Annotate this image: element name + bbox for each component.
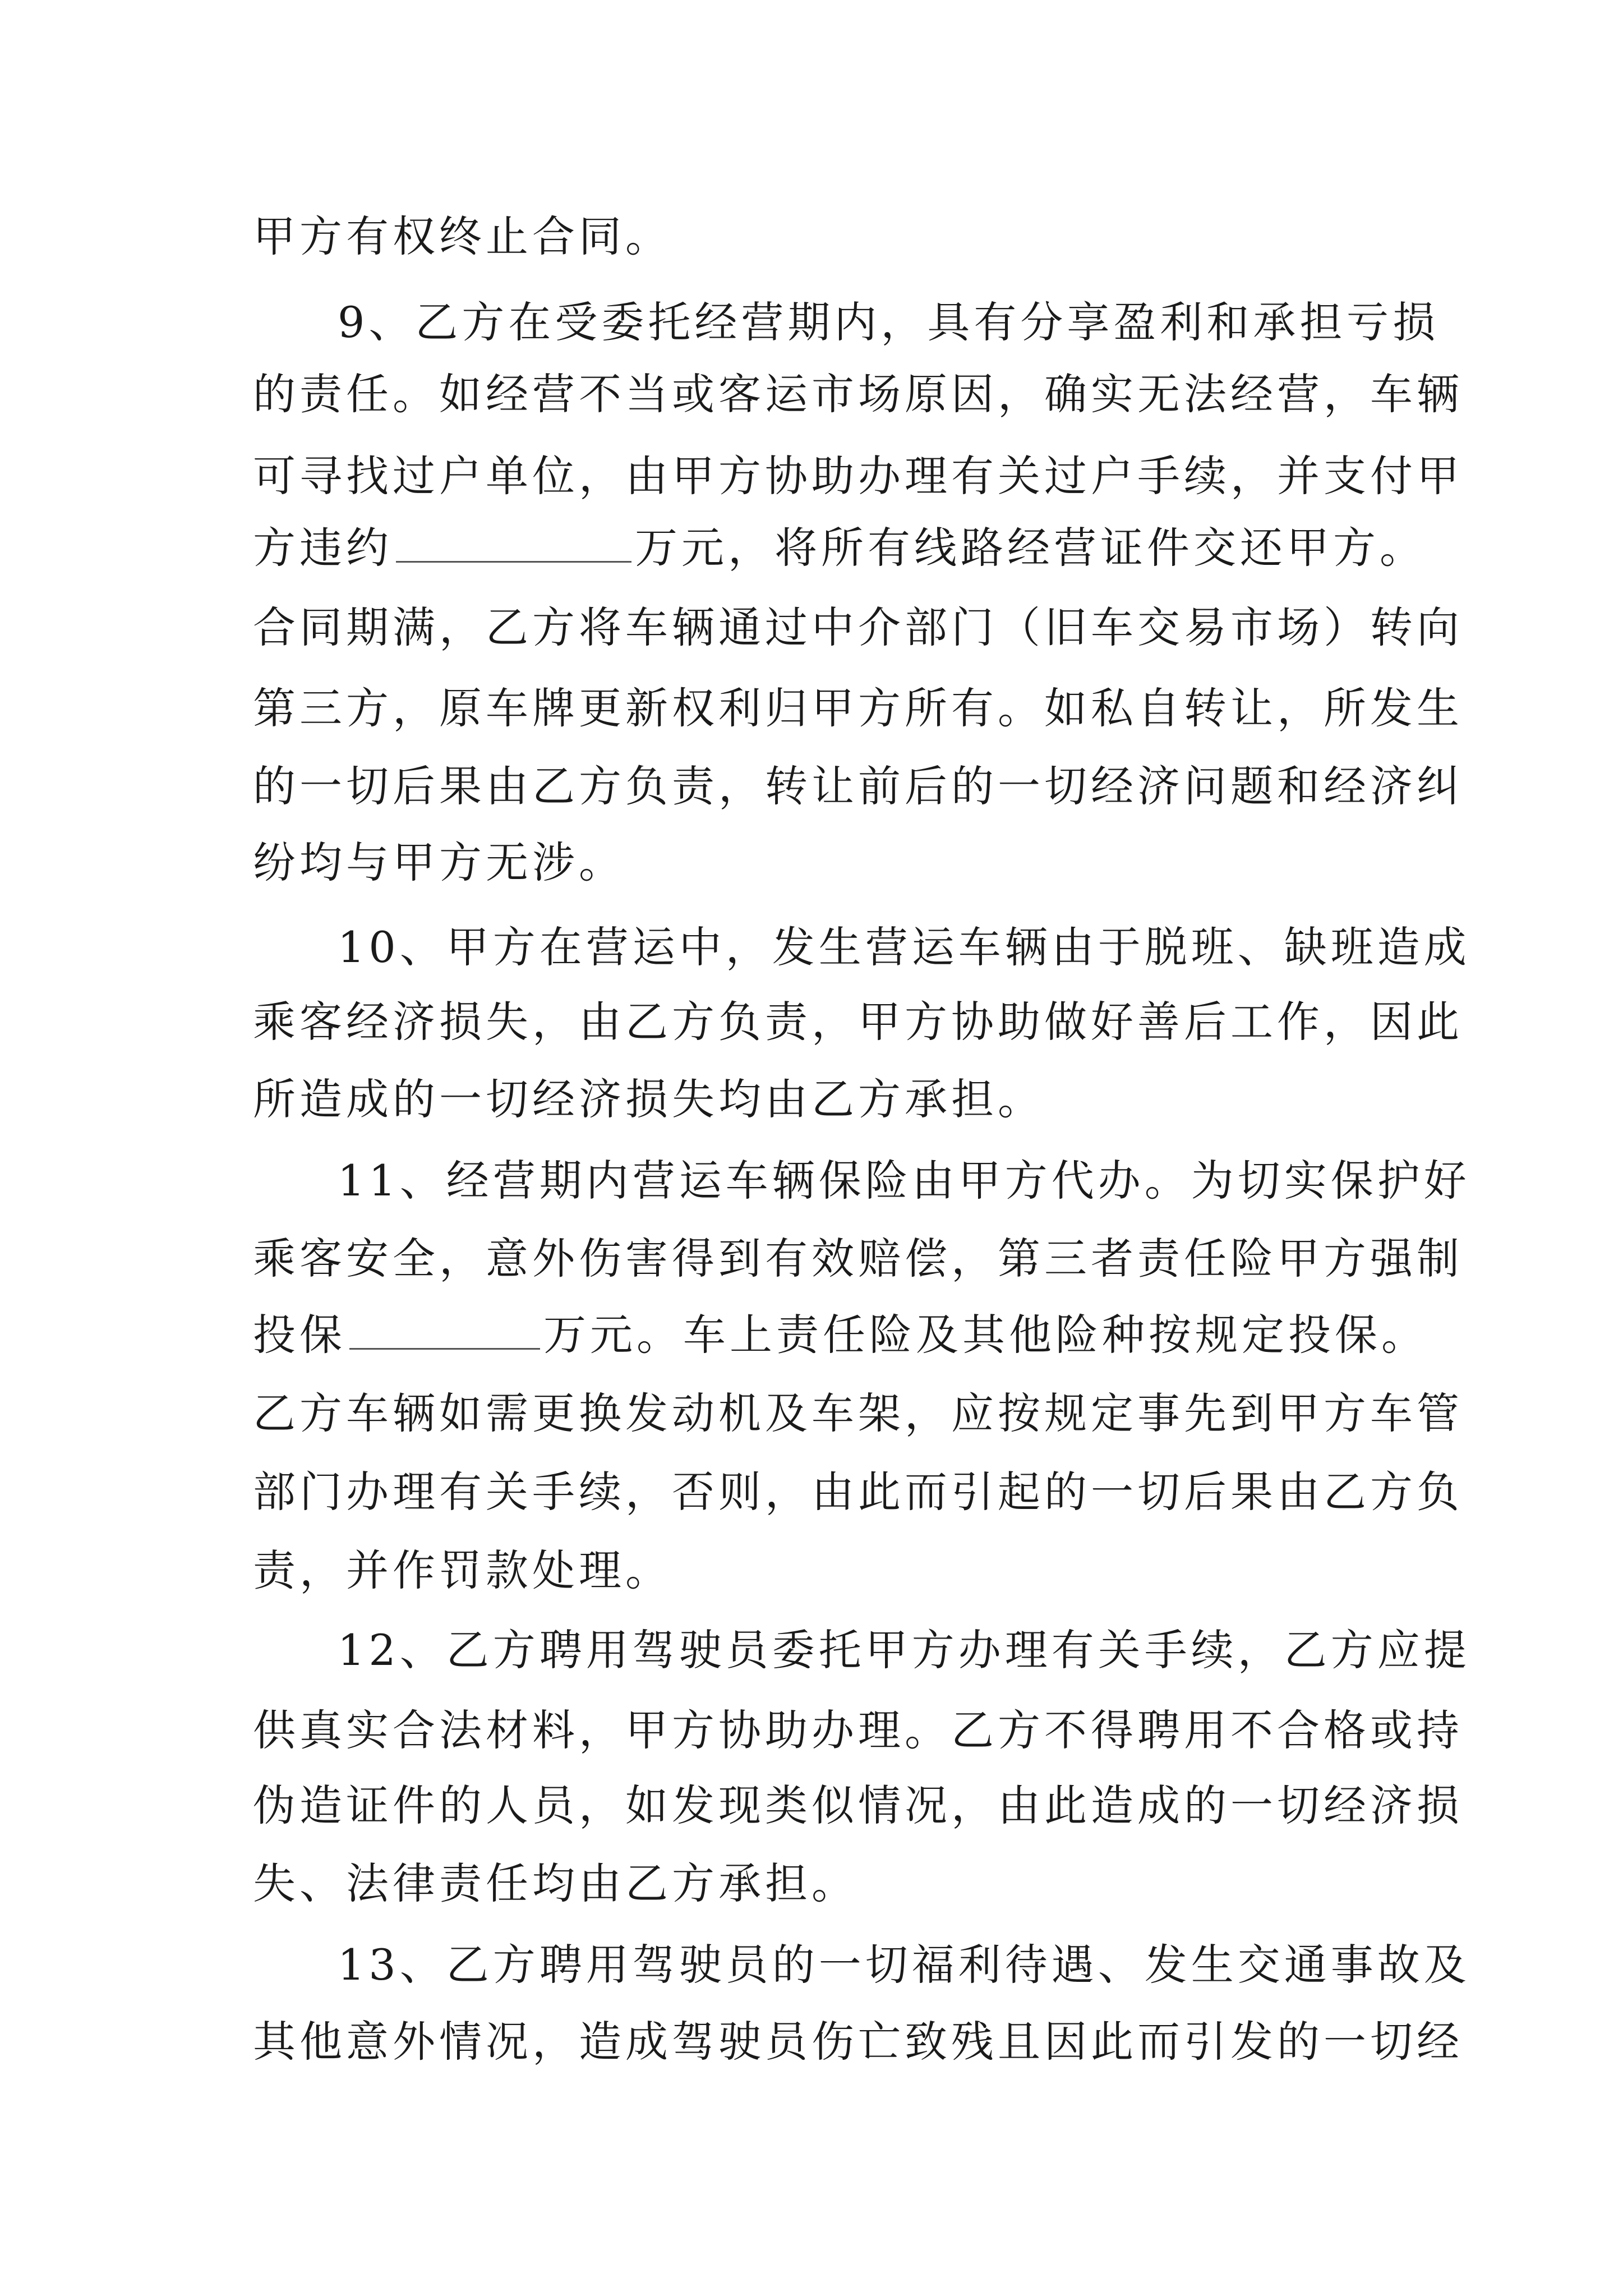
text-fragment: 万元，将所有线路经营证件交还甲方。: [635, 523, 1426, 573]
text-line: 部门办理有关手续，否则，由此而引起的一切后果由乙方负: [253, 1467, 1463, 1517]
text-line: 纷均与甲方无涉。: [253, 838, 625, 887]
text-line: 的责任。如经营不当或客运市场原因，确实无法经营，车辆: [253, 369, 1463, 419]
text-line: 甲方有权终止合同。: [253, 211, 672, 261]
text-line: 第三方，原车牌更新权利归甲方所有。如私自转让，所发生: [253, 683, 1463, 733]
paragraph-start-12: 12、乙方聘用驾驶员委托甲方办理有关手续，乙方应提: [338, 1625, 1470, 1675]
text-line-with-blank: [253, 509, 1426, 587]
text-line-with-blank: [253, 1296, 1428, 1374]
paragraph-start-10: 10、甲方在营运中，发生营运车辆由于脱班、缺班造成: [338, 922, 1470, 972]
text-line: 可寻找过户单位，由甲方协助办理有关过户手续，并支付甲: [253, 451, 1463, 501]
text-fragment: 方违约: [253, 523, 393, 573]
text-line: 乙方车辆如需更换发动机及车架，应按规定事先到甲方车管: [253, 1388, 1463, 1438]
text-fragment: 万元。车上责任险及其他险种按规定投保。: [543, 1310, 1428, 1360]
text-line: 责，并作罚款处理。: [253, 1545, 672, 1595]
fill-in-blank: [349, 1303, 540, 1350]
text-line: 供真实合法材料，甲方协助办理。乙方不得聘用不合格或持: [253, 1705, 1463, 1755]
text-line: 乘客经济损失，由乙方负责，甲方协助做好善后工作，因此: [253, 997, 1463, 1047]
text-line: 失、法律责任均由乙方承担。: [253, 1858, 858, 1908]
text-line: 其他意外情况，造成驾驶员伤亡致残且因此而引发的一切经: [253, 2017, 1463, 2067]
text-line: 的一切后果由乙方负责，转让前后的一切经济问题和经济纠: [253, 761, 1463, 811]
paragraph-start-11: 11、经营期内营运车辆保险由甲方代办。为切实保护好: [338, 1156, 1470, 1205]
paragraph-start-9: 9、乙方在受委托经营期内，具有分享盈利和承担亏损: [338, 297, 1440, 347]
text-fragment: 投保: [253, 1310, 346, 1360]
text-line: 合同期满，乙方将车辆通过中介部门（旧车交易市场）转向: [253, 602, 1463, 652]
text-line: 乘客安全，意外伤害得到有效赔偿，第三者责任险甲方强制: [253, 1234, 1463, 1283]
fill-in-blank: [396, 516, 631, 563]
paragraph-start-13: 13、乙方聘用驾驶员的一切福利待遇、发生交通事故及: [338, 1940, 1470, 1990]
text-line: 所造成的一切经济损失均由乙方承担。: [253, 1074, 1044, 1124]
text-line: 伪造证件的人员，如发现类似情况，由此造成的一切经济损: [253, 1780, 1463, 1830]
